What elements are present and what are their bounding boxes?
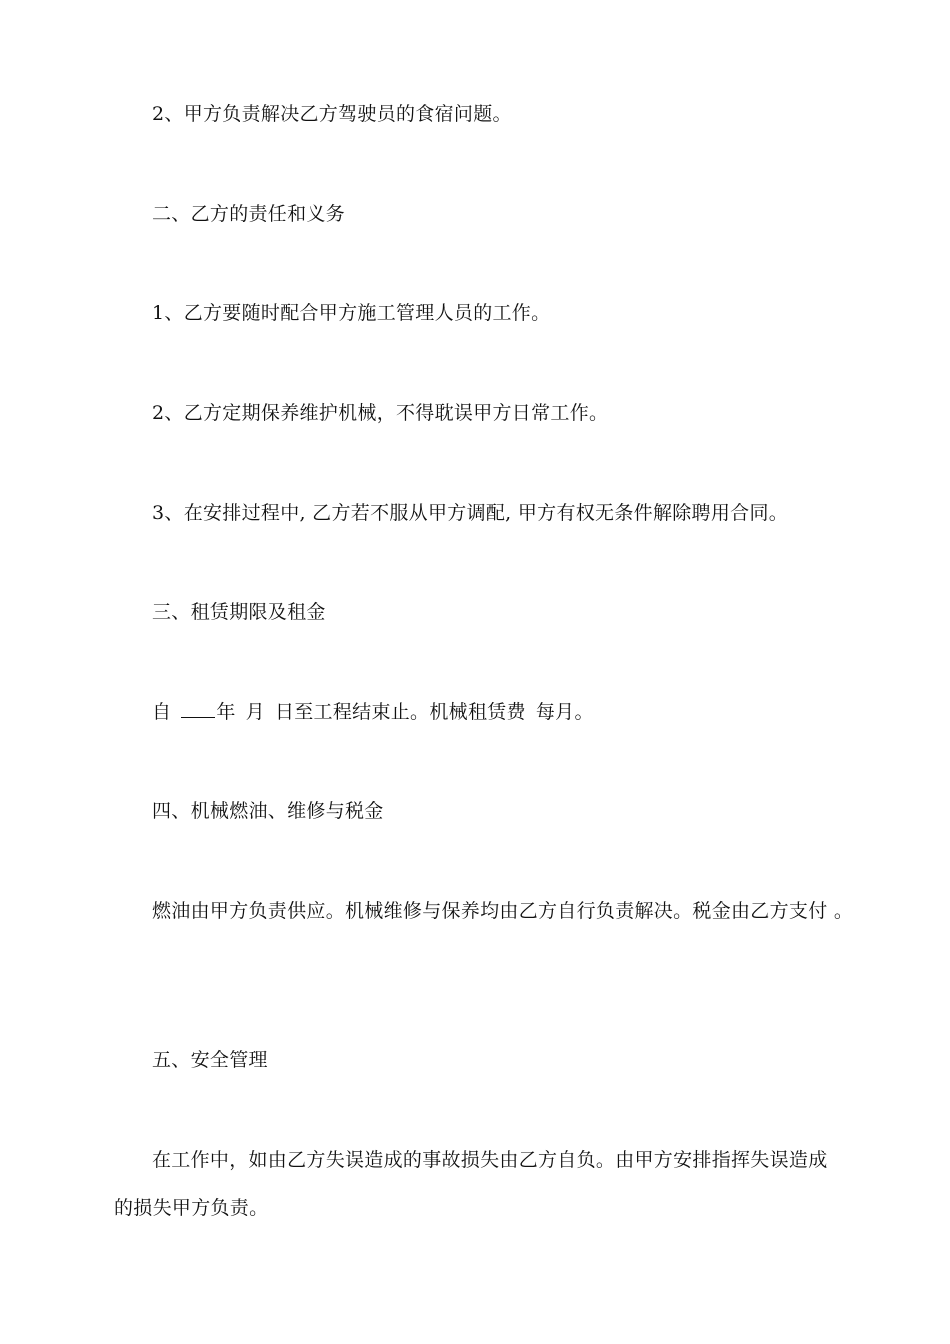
paragraph-food-lodging: 2、甲方负责解决乙方驾驶员的食宿问题。 bbox=[152, 103, 512, 125]
paragraph-cooperate: 1、乙方要随时配合甲方施工管理人员的工作。 bbox=[152, 302, 551, 324]
heading-party-b-duties: 二、乙方的责任和义务 bbox=[152, 203, 346, 225]
heading-fuel-repair-tax: 四、机械燃油、维修与税金 bbox=[152, 800, 384, 822]
paragraph-maintenance: 2、乙方定期保养维护机械，不得耽误甲方日常工作。 bbox=[152, 402, 609, 424]
heading-safety: 五、安全管理 bbox=[152, 1049, 268, 1071]
blank-year-field bbox=[181, 700, 215, 718]
paragraph-safety-line-2: 的损失甲方负责。 bbox=[114, 1197, 269, 1219]
text-year: 年 bbox=[216, 701, 236, 723]
paragraph-fuel-repair-tax: 燃油由甲方负责供应。机械维修与保养均由乙方自行负责解决。税金由乙方支付 。 bbox=[152, 900, 854, 922]
text-day-rent: 日至工程结束止。机械租赁费 bbox=[274, 701, 526, 723]
heading-lease-term: 三、租赁期限及租金 bbox=[152, 601, 326, 623]
text-per-month: 每月。 bbox=[535, 701, 594, 723]
paragraph-safety-line-1: 在工作中，如由乙方失误造成的事故损失由乙方自负。由甲方安排指挥失误造成 bbox=[152, 1149, 828, 1171]
text-month: 月 bbox=[245, 701, 265, 723]
text-from: 自 bbox=[152, 701, 172, 723]
paragraph-termination: 3、在安排过程中, 乙方若不服从甲方调配, 甲方有权无条件解除聘用合同。 bbox=[152, 502, 789, 524]
paragraph-lease-dates bbox=[152, 700, 594, 724]
